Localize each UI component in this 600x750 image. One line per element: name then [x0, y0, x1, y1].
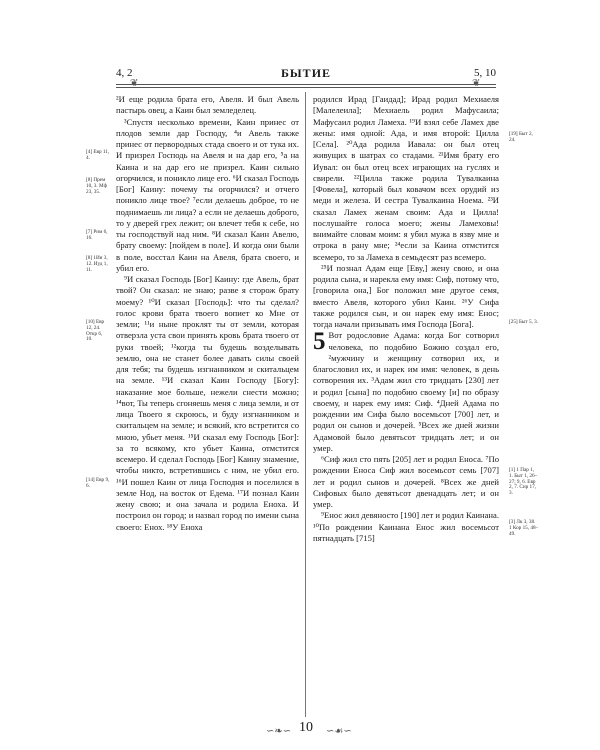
cross-reference-note: [1] 1 Пар 1, 1. Быт 1, 26–27; 9, 6. Евр 2, 7. Сир 17, 3. — [509, 467, 538, 497]
paragraph — [116, 274, 299, 533]
verse-text: ³Спустя несколько времени, Каин принес от плодов земли дар Господу, ⁴и Авель также принес от первородных стада своего и от тука их. И призрел Господь на Авеля и на дар его, ⁵а на Каина и на дар его не призрел. Каин сильно огорчился, и поникло лице его. ⁶И сказал Господь [Бог] Каину: почему ты огорчился? и отчего поникло лице твое? ⁷если делаешь доброе, то не поднимаешь ли лица? а если не делаешь доброго, то у дверей грех лежит; он влечет тебя к себе, но ты господствуй над ним. ⁸И сказал Каин Авелю, брату своему: [пойдем в поле]. И когда они были в поле, восстал Каин на Авеля, брата своего, и убил его. — [116, 116, 299, 273]
column-divider — [305, 92, 306, 717]
cross-reference-note: [8] 1Ин 3, 12. Иуд 1, 11. — [86, 255, 108, 273]
paragraph — [313, 94, 499, 263]
footer-ornament-left-icon: ∽❧∽ — [266, 726, 292, 737]
page-footer — [116, 716, 496, 746]
chapter-number: 5 — [313, 328, 326, 356]
header-rule — [116, 84, 496, 85]
header-ornament-left-icon: ❦ — [130, 78, 139, 89]
cross-reference-note: [10] Евр 12, 24. Откр 6, 10. — [86, 319, 105, 343]
header-chapter-start: 4, 2 — [116, 67, 133, 79]
verse-text: ²⁵И познал Адам еще [Еву,] жену свою, и она родила сына, и нарекла ему имя: Сиф, потому что, [говорила она,] Бог положил мне другое семя, вместо Авеля, которого убил Каин. ²⁶У Сифа также родился сын, и он нарек ему имя: Енос; тогда начали призывать имя Господа [Бога]. — [313, 262, 499, 329]
verse-text: родился Ирад [Гаидад]; Ирад родил Мехиаеля [Малелеила]; Мехиаель родил Мафусаила; Мафусаил родил Ламеха. ¹⁹И взял себе Ламех две жены: имя одной: Ада, и имя второй: Цилла [Села]. ²⁰Ада родила Иавала: он был отец живущих в шатрах со стадами. ²¹Имя брату его Иувал: он был отец всех играющих на гуслях и свирели. ²²Цилла также родила Тувалкаина [Фовела], который был ковачом всех орудий из меди и железа. И сестра Тувалкаина Ноема. ²³И сказал Ламех женам своим: Ада и Цилла! послушайте голоса моего; жены Ламеховы! внимайте словам моим: я убил мужа в язву мне и отрока в рану мне; ²⁴если за Каина отмстится всемеро, то за Ламеха в семьдесят раз всемеро. — [313, 94, 499, 262]
page-number: 10 — [299, 720, 313, 735]
paragraph — [313, 263, 499, 331]
paragraph — [313, 454, 499, 510]
running-header — [116, 64, 496, 84]
cross-reference-note: [19] Быт 2, 24. — [509, 131, 533, 143]
right-text-column — [313, 94, 499, 544]
cross-reference-note: [3] Лк 3, 38. 1 Кор 15, 48–49. — [509, 519, 539, 537]
cross-reference-note: [14] Евр 9, 6. — [86, 477, 110, 489]
cross-reference-note: [4] Евр 11, 4. — [86, 149, 110, 161]
cross-reference-note: [8] Прем 10, 3. Мф 23, 35. — [86, 177, 107, 195]
left-text-column — [116, 94, 299, 533]
book-title: БЫТИЕ — [280, 66, 332, 80]
paragraph — [116, 94, 299, 117]
paragraph — [313, 510, 499, 544]
paragraph — [116, 117, 299, 275]
cross-reference-note: [25] Быт 5, 3. — [509, 319, 539, 325]
header-ornament-right-icon: ❦ — [472, 78, 481, 89]
verse-text: Вот родословие Адама: когда Бог сотворил человека, по подобию Божию создал его, ²мужчину и женщину сотворил их, и благословил их, и нарек им имя: человек, в день сотворения их. ³Адам жил сто тридцать [230] лет и родил [сына] по подобию своему [и] по образу своему, и нарек ему имя: Сиф. ⁴Дней Адама по рождении им Сифа было восемьсот [700] лет, и родил он сынов и дочерей. ⁵Всех же дней жизни Адамовой было девятьсот тридцать лет; и он умер. — [313, 330, 499, 453]
header-rule-thin — [116, 87, 496, 88]
verse-text: ⁹И сказал Господь [Бог] Каину: где Авель, брат твой? Он сказал: не знаю; разве я сторож брату моему? ¹⁰И сказал [Господь]: что ты сделал? голос крови брата твоего вопиет ко Мне от земли; ¹¹и ныне проклят ты от земли, которая отверзла уста свои принять кровь брата твоего от руки твоей; ¹²когда ты будешь возделывать землю, она не станет более давать силы своей для тебя; ты будешь изгнанником и скитальцем на земле. ¹³И сказал Каин Господу [Богу]: наказание мое больше, нежели снести можно; ¹⁴вот, Ты теперь сгоняешь меня с лица земли, и от лица Твоего я скроюсь, и буду изгнанником и скитальцем на земле; и всякий, кто встретится со мною, убьет меня. ¹⁵И сказал ему Господь [Бог]: за то всякому, кто убьет Каина, отмстится всемеро. И сделал Господь [Бог] Каину знамение, чтобы никто, встретившись с ним, не убил его. ¹⁶И пошел Каин от лица Господня и поселился в земле Нод, на восток от Едема. ¹⁷И познал Каин жену свою; и она зачала и родила Еноха. И построил он город; и назвал город по имени сына своего: Енох. ¹⁸У Еноха — [116, 274, 299, 532]
header-chapter-end: 5, 10 — [474, 67, 496, 79]
verse-text: ⁹Енос жил девяносто [190] лет и родил Каинана. ¹⁰По рождении Каинана Енос жил восемьсот пятнадцать [715] — [313, 510, 499, 543]
verse-text: ⁶Сиф жил сто пять [205] лет и родил Еноса. ⁷По рождении Еноса Сиф жил восемьсот семь [707] лет и родил сынов и дочерей. ⁸Всех же дней Сифовых было девятьсот двенадцать лет; и он умер. — [313, 454, 499, 509]
footer-ornament-right-icon: ∽☙∽ — [326, 726, 352, 737]
paragraph — [313, 330, 499, 454]
verse-text: ²И еще родила брата его, Авеля. И был Авель пастырь овец, а Каин был земледелец. — [116, 94, 299, 116]
cross-reference-note: [7] Рим 6, 16. — [86, 229, 108, 241]
